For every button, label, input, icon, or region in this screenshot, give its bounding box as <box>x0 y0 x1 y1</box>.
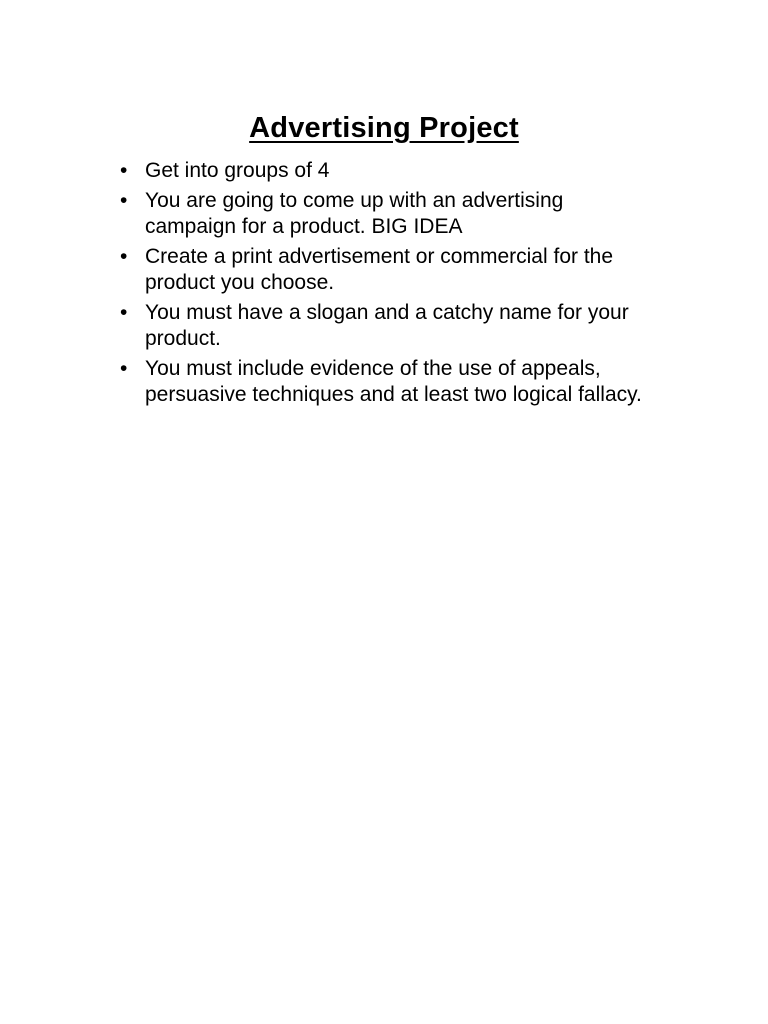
bullet-icon: • <box>120 189 128 212</box>
bullet-text: Get into groups of 4 <box>145 159 330 182</box>
bullet-icon: • <box>120 357 128 380</box>
bullet-text: Create a print advertisement or commercial for the product you choose. <box>145 245 614 294</box>
list-item <box>120 244 650 296</box>
bullet-text: You must have a slogan and a catchy name for your product. <box>145 301 629 350</box>
bullet-icon: • <box>120 245 128 268</box>
page-title: Advertising Project <box>249 112 519 144</box>
bullet-list <box>120 158 650 412</box>
bullet-icon: • <box>120 301 128 324</box>
list-item <box>120 356 650 408</box>
bullet-icon: • <box>120 159 128 182</box>
bullet-text: You must include evidence of the use of appeals, persuasive techniques and at least two logical fallacy. <box>145 357 642 406</box>
list-item <box>120 158 650 184</box>
list-item <box>120 300 650 352</box>
bullet-text: You are going to come up with an advertising campaign for a product. BIG IDEA <box>145 189 564 238</box>
list-item <box>120 188 650 240</box>
